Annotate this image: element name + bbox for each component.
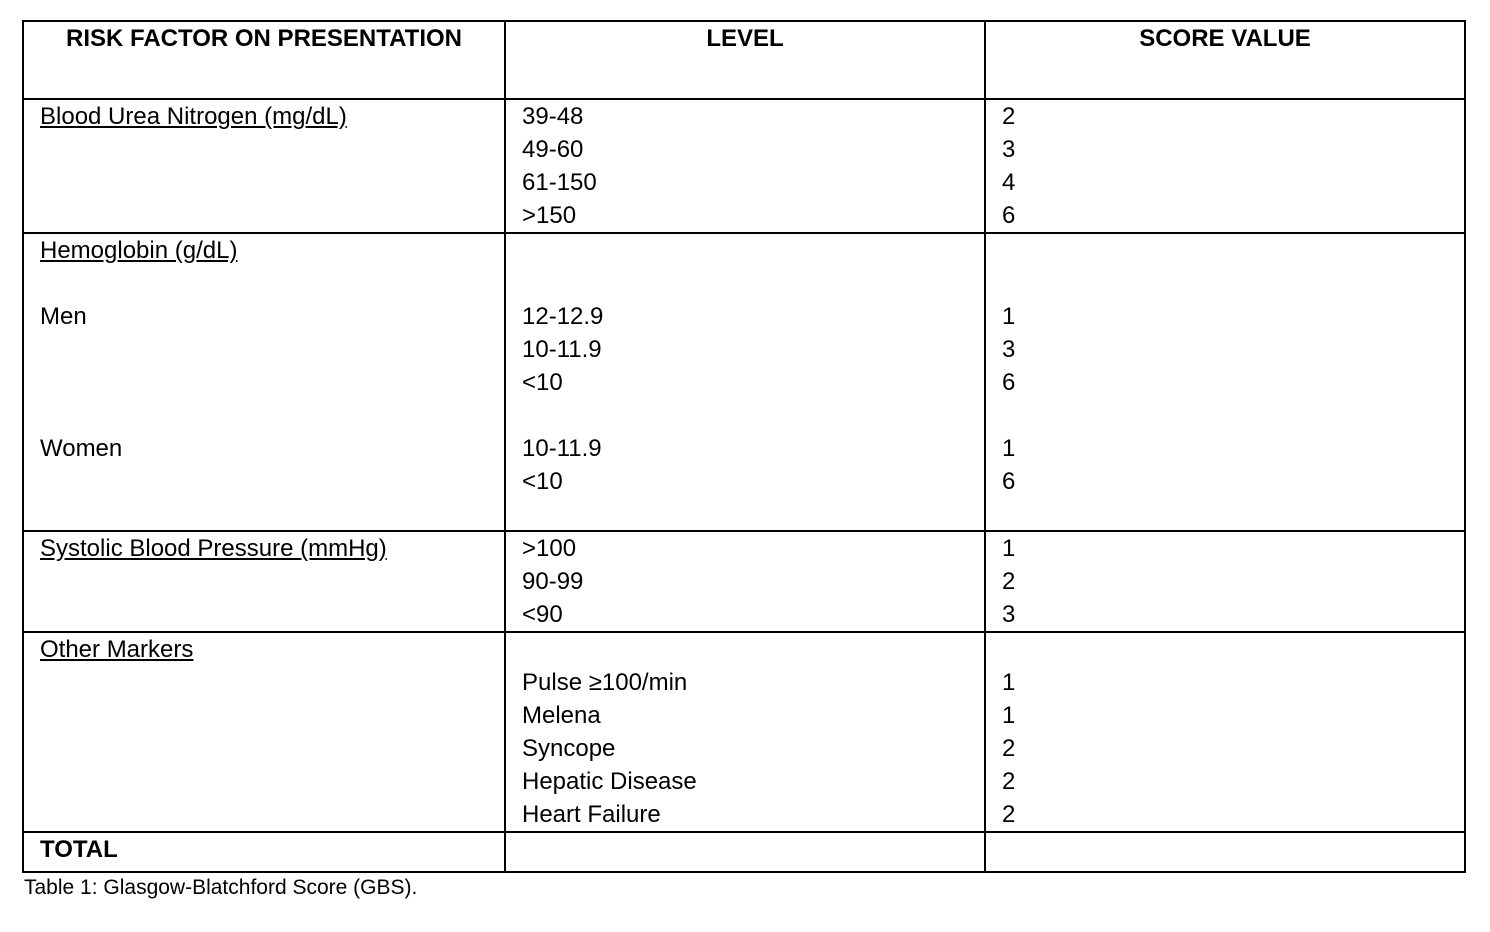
spacer bbox=[522, 633, 984, 666]
score-value: 2 bbox=[1002, 103, 1016, 130]
bun-score-cell bbox=[985, 99, 1465, 233]
level-value: >150 bbox=[522, 202, 577, 229]
score-value: 1 bbox=[1002, 535, 1016, 562]
score-value: 1 bbox=[1002, 435, 1016, 462]
table-caption: Table 1: Glasgow-Blatchford Score (GBS). bbox=[24, 876, 418, 899]
table-row-bun bbox=[23, 99, 1465, 233]
score-value: 2 bbox=[1002, 801, 1016, 828]
level-value: 39-48 bbox=[522, 103, 584, 130]
spacer bbox=[1002, 633, 1464, 666]
level-value: Heart Failure bbox=[522, 801, 661, 828]
score-value: 3 bbox=[1002, 601, 1016, 628]
spacer bbox=[40, 399, 504, 432]
score-value: 2 bbox=[1002, 568, 1016, 595]
level-value: Melena bbox=[522, 702, 601, 729]
table-row-total bbox=[23, 832, 1465, 872]
level-value: 90-99 bbox=[522, 568, 584, 595]
hemoglobin-factor-cell bbox=[23, 233, 505, 531]
spacer bbox=[40, 267, 504, 300]
score-value: 1 bbox=[1002, 702, 1016, 729]
score-value: 2 bbox=[1002, 768, 1016, 795]
score-value: 2 bbox=[1002, 735, 1016, 762]
table-row-other-markers bbox=[23, 632, 1465, 832]
header-row bbox=[23, 21, 1465, 99]
sbp-score-cell bbox=[985, 531, 1465, 632]
spacer bbox=[40, 366, 504, 399]
bun-level-cell bbox=[505, 99, 985, 233]
gbs-table bbox=[22, 20, 1466, 873]
hemoglobin-level-cell bbox=[505, 233, 985, 531]
other-score-cell bbox=[985, 632, 1465, 832]
men-label: Men bbox=[40, 303, 87, 330]
spacer bbox=[1002, 267, 1464, 300]
other-markers-heading: Other Markers bbox=[40, 636, 194, 663]
level-value: Hepatic Disease bbox=[522, 768, 697, 795]
level-value: Syncope bbox=[522, 735, 616, 762]
spacer bbox=[1002, 399, 1464, 432]
spacer bbox=[40, 333, 504, 366]
score-value: 6 bbox=[1002, 468, 1016, 495]
header-score-value: SCORE VALUE bbox=[985, 21, 1465, 99]
level-value: Pulse ≥100/min bbox=[522, 669, 688, 696]
score-value: 3 bbox=[1002, 136, 1016, 163]
table-row-hemoglobin bbox=[23, 233, 1465, 531]
level-value: 10-11.9 bbox=[522, 435, 602, 462]
total-label: TOTAL bbox=[23, 832, 505, 872]
spacer bbox=[522, 267, 984, 300]
score-value: 6 bbox=[1002, 202, 1016, 229]
header-level: LEVEL bbox=[505, 21, 985, 99]
score-value: 1 bbox=[1002, 303, 1016, 330]
total-score-cell bbox=[985, 832, 1465, 872]
level-value: 49-60 bbox=[522, 136, 584, 163]
sbp-heading: Systolic Blood Pressure (mmHg) bbox=[40, 535, 387, 562]
bun-factor-cell bbox=[23, 99, 505, 233]
spacer bbox=[522, 399, 984, 432]
hemoglobin-score-cell bbox=[985, 233, 1465, 531]
sbp-factor-cell bbox=[23, 531, 505, 632]
level-value: 12-12.9 bbox=[522, 303, 604, 330]
other-level-cell bbox=[505, 632, 985, 832]
score-value: 4 bbox=[1002, 169, 1016, 196]
bun-heading: Blood Urea Nitrogen (mg/dL) bbox=[40, 103, 347, 130]
score-value: 6 bbox=[1002, 369, 1016, 396]
score-value: 1 bbox=[1002, 669, 1016, 696]
level-value: >100 bbox=[522, 535, 577, 562]
level-value: <10 bbox=[522, 369, 563, 396]
spacer bbox=[522, 234, 984, 267]
score-value: 3 bbox=[1002, 336, 1016, 363]
women-label: Women bbox=[40, 435, 123, 462]
level-value: 61-150 bbox=[522, 169, 597, 196]
other-factor-cell bbox=[23, 632, 505, 832]
level-value: <10 bbox=[522, 468, 563, 495]
table-row-sbp bbox=[23, 531, 1465, 632]
header-risk-factor: RISK FACTOR ON PRESENTATION bbox=[23, 21, 505, 99]
spacer bbox=[1002, 234, 1464, 267]
level-value: <90 bbox=[522, 601, 563, 628]
level-value: 10-11.9 bbox=[522, 336, 602, 363]
total-level-cell bbox=[505, 832, 985, 872]
hemoglobin-heading: Hemoglobin (g/dL) bbox=[40, 237, 238, 264]
sbp-level-cell bbox=[505, 531, 985, 632]
